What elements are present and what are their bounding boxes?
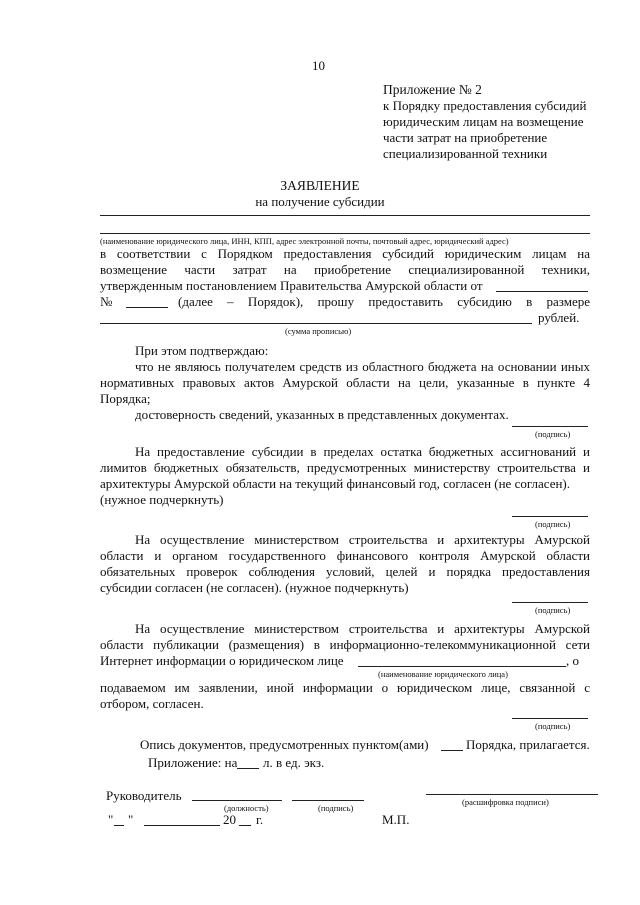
date-year-field[interactable] (239, 825, 251, 826)
signature-caption: (подпись) (535, 605, 571, 615)
consent3-text-1: На осуществление министерством строительства и архитектуры Амурской (135, 621, 590, 636)
date-quote-close: " (128, 812, 134, 827)
sum-caption: (сумма прописью) (285, 326, 352, 336)
document-subtitle: на получение субсидии (255, 194, 385, 209)
document-title: ЗАЯВЛЕНИЕ (280, 178, 360, 193)
applicant-name-line (100, 233, 590, 234)
applicant-caption: (наименование юридического лица, ИНН, КПП, адрес электронной почты, почтовый адрес, юридический адрес) (100, 236, 509, 246)
appendix-line: специализированной техники (383, 146, 548, 161)
appendix-line: юридическим лицам на возмещение (383, 114, 584, 129)
consent2-text-2: области и органом государственного финансового контроля Амурской области (100, 548, 590, 563)
decoding-caption: (расшифровка подписи) (462, 797, 549, 807)
head-label: Руководитель (106, 788, 182, 803)
consent1-text-1: На предоставление субсидии в пределах остатка бюджетных ассигнований и (135, 444, 590, 459)
company-name-caption: (наименование юридического лица) (378, 669, 508, 679)
decree-number-field[interactable] (126, 307, 168, 308)
consent2-text-1: На осуществление министерством строительства и архитектуры Амурской (135, 532, 590, 547)
consent2-text-4: субсидии согласен (не согласен). (нужное подчеркнуть) (100, 580, 409, 595)
position-field[interactable] (192, 800, 282, 801)
blank-line (100, 215, 590, 216)
consent2-text-3: обязательных проверок соблюдения условий, целей и порядка предоставления (100, 564, 590, 579)
signature-field[interactable] (512, 718, 588, 719)
appendix-line: к Порядку предоставления субсидий (383, 98, 587, 113)
consent1-text-3: архитектуры Амурской области на текущий финансовый год, согласен (не согласен). (100, 476, 571, 491)
date-day-field[interactable] (114, 825, 124, 826)
confirm-text-4: достоверность сведений, указанных в представленных документах. (135, 407, 509, 422)
position-caption: (должность) (224, 803, 269, 813)
inventory-text-1b: Порядка, прилагается. (466, 737, 590, 752)
confirm-text-3: Порядка; (100, 391, 151, 406)
signature-field[interactable] (512, 516, 588, 517)
consent3-text-3-end: , о (566, 653, 579, 668)
applicant-text-3: утвержденным постановлением Правительства Амурской области от (100, 278, 483, 293)
date-year-suffix: г. (256, 812, 264, 827)
consent3-text-4: подаваемом им заявлении, иной информации о юридическом лице, связанной с (100, 680, 590, 695)
signature-caption: (подпись) (535, 429, 571, 439)
head-signature-field[interactable] (292, 800, 364, 801)
applicant-text-4: (далее – Порядок), прошу предоставить субсидию в размере (178, 294, 590, 309)
stamp-placeholder: М.П. (382, 812, 410, 827)
applicant-text-1: в соответствии с Порядком предоставления субсидий юридическим лицам на (100, 246, 590, 261)
confirm-text-1: что не являюсь получателем средств из областного бюджета на основании иных (135, 359, 590, 374)
page-number: 10 (312, 58, 325, 73)
appendix-title: Приложение № 2 (383, 82, 482, 97)
company-name-field[interactable] (358, 666, 566, 667)
applicant-text-2: возмещение части затрат на приобретение специализированной техники, (100, 262, 590, 277)
confirm-text-2: нормативных правовых актов Амурской области на цели, указанные в пункте 4 (100, 375, 590, 390)
signature-caption: (подпись) (318, 803, 354, 813)
date-year-prefix: 20 (223, 812, 236, 827)
number-sign: № (100, 294, 113, 309)
consent3-text-5: отбором, согласен. (100, 696, 204, 711)
sum-field[interactable] (100, 323, 532, 324)
consent3-text-3: Интернет информации о юридическом лице (100, 653, 344, 668)
appendix-line: части затрат на приобретение (383, 130, 548, 145)
confirm-intro: При этом подтверждаю: (135, 343, 269, 358)
date-quote-open: " (108, 812, 114, 827)
signature-caption: (подпись) (535, 519, 571, 529)
date-month-field[interactable] (144, 825, 220, 826)
inventory-text-1a: Опись документов, предусмотренных пунктом(ами) (140, 737, 429, 752)
signature-decoding-field[interactable] (426, 794, 598, 795)
rubles-label: рублей. (538, 310, 580, 325)
decree-date-field[interactable] (496, 291, 588, 292)
attachment-text-b: л. в ед. экз. (263, 755, 325, 770)
consent1-text-2: лимитов бюджетных обязательств, предусмотренных министерству строительства и (100, 460, 590, 475)
attachment-pages-field[interactable] (237, 768, 259, 769)
signature-field[interactable] (512, 426, 588, 427)
consent1-text-4: (нужное подчеркнуть) (100, 492, 224, 507)
signature-field[interactable] (512, 602, 588, 603)
attachment-text-a: Приложение: на (148, 755, 238, 770)
consent3-text-2: области публикации (размещения) в информационно-телекоммуникационной сети (100, 637, 590, 652)
signature-caption: (подпись) (535, 721, 571, 731)
inventory-clause-field[interactable] (441, 750, 463, 751)
